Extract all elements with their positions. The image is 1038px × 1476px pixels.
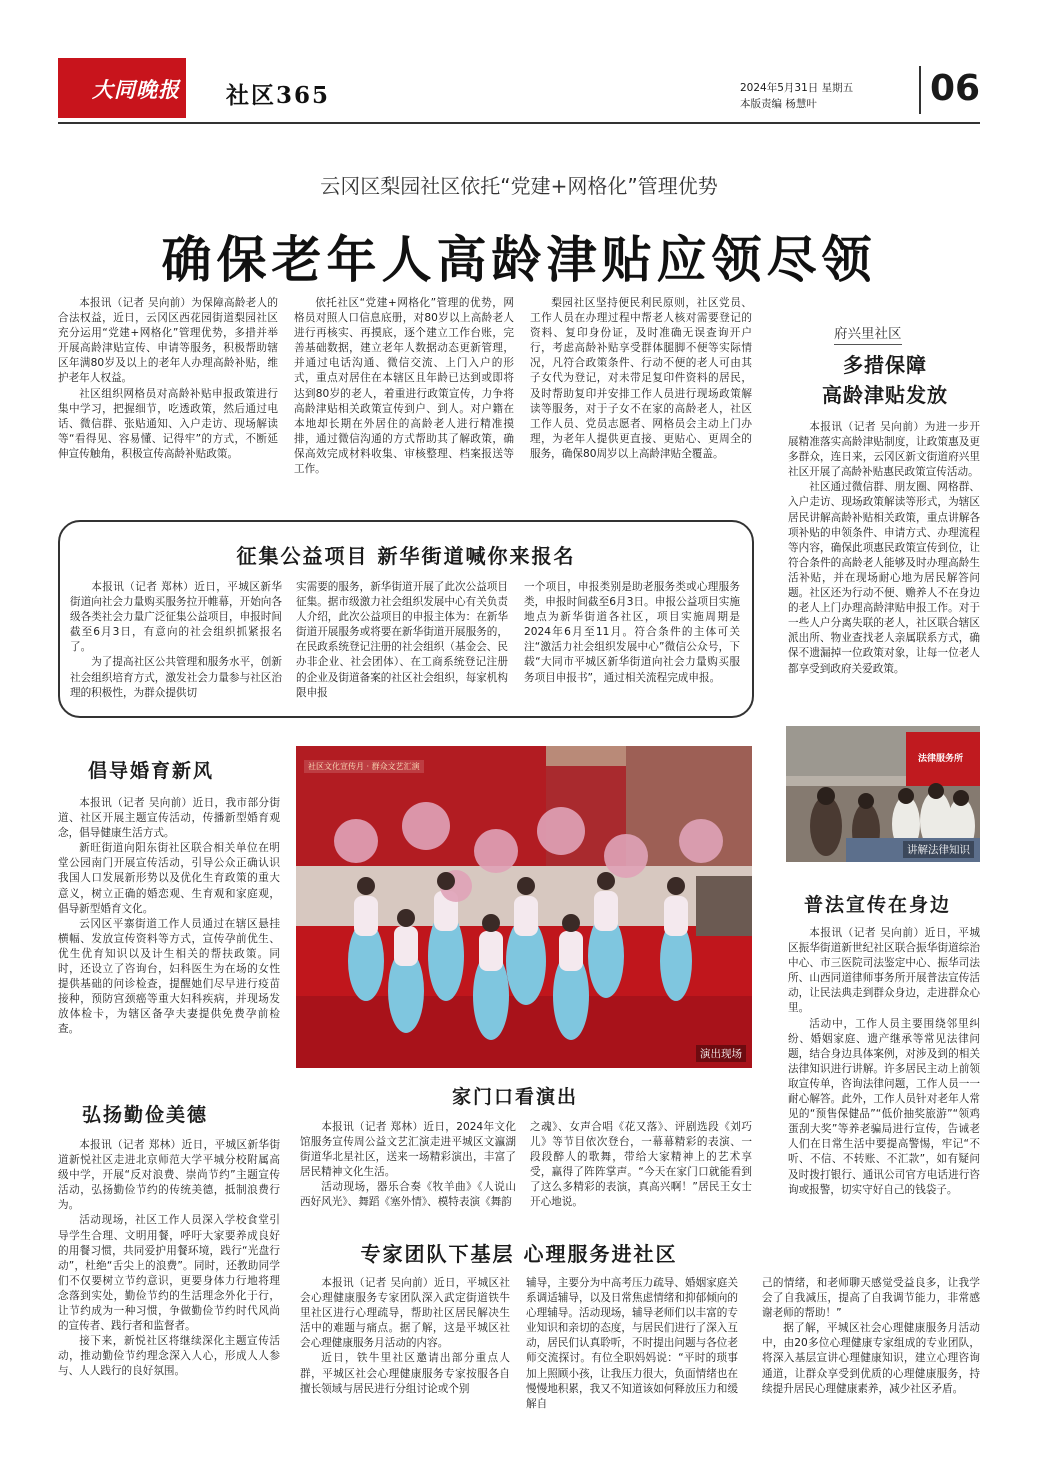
- expert-column-1: [300, 1276, 510, 1397]
- headline-line: 多措保障: [843, 353, 927, 377]
- paragraph: 社区通过微信群、朋友圈、网格群、入户走访、现场政策解读等形式，为辖区居民讲解高龄补贴相关政策，重点讲解各项补贴的申领条件、申请方式、办理流程等内容，确保此项惠民政策宣传到位，让符合条件的高龄老人能够及时办理高龄生活补贴，并在现场耐心地为居民解答问题。社区还为行动不便、赡养人不在身边的老人上门办理高龄津贴申报工作。对于一些人户分离失联的老人，社区联合辖区派出所、物业查找老人亲属联系方式，确保不遗漏掉一位政策对象，让每一位老人都享受到政府关爱政策。: [788, 481, 980, 675]
- page-editor: 本版责编 杨慧叶: [740, 98, 817, 110]
- law-banner-text: 法律服务所: [918, 754, 964, 764]
- paragraph: 社区组织网格员对高龄补贴申报政策进行集中学习，把握细节，吃透政策，然后通过电话、微信群、张贴通知、入户走访、现场解读等“看得见、容易懂、记得牢”的方式，不断延伸宣传触角，积极宣传高龄补贴政策。: [58, 387, 278, 460]
- paragraph: 本报讯（记者 郑林）近日，平城区新华街道新悦社区走进北京师范大学平城分校附属高级中学，开展“反对浪费、崇尚节约”主题宣传活动，弘扬勤俭节约的传统美德，抵制浪费行为。: [58, 1139, 280, 1212]
- performance-headline: 家门口看演出: [452, 1086, 579, 1108]
- lead-column-2: [294, 296, 514, 477]
- lead-headline: 确保老年人高龄津贴应领尽领: [161, 231, 877, 289]
- fuxing-headline: [790, 350, 980, 410]
- paragraph: 之魂》、女声合唱《花又落》、评剧选段《刘巧儿》等节目依次登台，一幕幕精彩的表演、一段段醉人的歌舞，带给大家精神上的艺术享受，赢得了阵阵掌声。“今天在家门口就能看到了这么多精彩的表演，真高兴啊！”居民王女士开心地说。: [530, 1121, 752, 1209]
- performance-column-2: [530, 1120, 752, 1211]
- marriage-headline: 倡导婚育新风: [88, 760, 215, 782]
- notice-headline: 征集公益项目 新华街道喊你来报名: [236, 544, 576, 568]
- paragraph: 一个项目，申报类别是助老服务类或心理服务类，申报时间截至6月3日。申报公益项目实施地点为新华街道各社区，项目实施周期是2024年6月至11月。符合条件的主体可关注“激活力社会组织发展中心”微信公众号，下载“大同市平城区新华街道向社会力量购买服务项目申报书”，通过相关流程完成申报。: [524, 581, 740, 684]
- paragraph: 接下来，新悦社区将继续深化主题宣传活动，推动勤俭节约理念深入人心，形成人人参与、人人践行的良好氛围。: [58, 1335, 280, 1378]
- paragraph: 本报讯（记者 吴向前）近日，平城区社会心理健康服务专家团队深入武定街道铁牛里社区进行心理疏导，帮助社区居民解决生活中的难题与痛点。据了解，这是平城区社会心理健康服务月活动的内容。: [300, 1277, 510, 1350]
- newspaper-logo-text: 大同晚报: [92, 77, 180, 102]
- community-tag: 府兴里社区: [834, 322, 902, 345]
- law-body: [788, 926, 980, 1198]
- paragraph: 为了提高社区公共管理和服务水平，创新社会组织培育方式，激发社会力量参与社区治理的积极性，为群众提供切: [70, 656, 282, 699]
- paragraph: 近日，铁牛里社区邀请出部分重点人群，平城区社会心理健康服务专家按服各自擅长领域与居民进行分组讨论或个别: [300, 1352, 510, 1395]
- lead-column-1: [58, 296, 278, 462]
- fuxing-body: [788, 420, 980, 677]
- stage-banner-text: 社区文化宣传月 · 群众文艺汇演: [304, 760, 424, 773]
- paragraph: 依托社区“党建+网格化”管理的优势，网格员对照人口信息底册，对80岁以上高龄老人进行再核实、再摸底，逐个建立工作台账，完善基础数据，建立老年人数据动态更新管理，并通过电话沟通、微信交流、上门入户的形式，重点对居住在本辖区且年龄已达到或即将达到80岁的老人，着重进行政策宣传，力争将高龄津贴相关政策宣传到户、到人。对户籍在本地却长期在外居住的高龄老人进行精准摸排，通过微信沟通的方式帮助其了解政策，确保高效完成材料收集、审核整理、档案报送等工作。: [294, 297, 514, 476]
- headline-line: 高龄津贴发放: [822, 383, 948, 407]
- section-name: 社区365: [226, 82, 331, 109]
- performance-photo-art: [296, 746, 752, 1068]
- paragraph: 本报讯（记者 吴向前）近日，我市部分街道、社区开展主题宣传活动，传播新型婚育观念，倡导健康生活方式。: [58, 797, 280, 840]
- paragraph: 活动现场，器乐合奏《牧羊曲》《人说山西好风光》、舞蹈《塞外情》、模特表演《舞韵: [300, 1181, 516, 1209]
- paragraph: 本报讯（记者 郑林）近日，平城区新华街道向社会力量购买服务拉开帷幕，开始向各级各类社会力量广泛征集公益项目，申报时间截至6月3日，有意向的社会组织抓紧报名了。: [70, 581, 282, 654]
- paragraph: 新旺街道向阳东街社区联合相关单位在明堂公园南门开展宣传活动，引导公众正确认识我国人口发展新形势以及优化生育政策的重大意义，树立正确的婚恋观、生育观和家庭观，倡导新型婚育文化。: [58, 842, 280, 915]
- expert-column-2: [526, 1276, 738, 1412]
- paragraph: 云冈区平寨街道工作人员通过在辖区悬挂横幅、发放宣传资料等方式，宣传孕前优生、优生优育知识以及计生相关的帮扶政策。同时，还设立了咨询台，妇科医生为在场的女性提供基础的问诊检查，提醒她们尽早进行疫苗接种，预防宫颈癌等重大妇科疾病，并现场发放体检卡，为辖区备孕夫妻提供免费孕前检查。: [58, 917, 280, 1036]
- expert-column-3: [762, 1276, 980, 1397]
- publication-date: 2024年5月31日 星期五: [740, 82, 854, 94]
- paragraph: 本报讯（记者 吴向前）为进一步开展精准落实高龄津贴制度，让政策惠及更多群众，连日来，云冈区新文街道府兴里社区开展了高龄补贴惠民政策宣传活动。: [788, 421, 980, 479]
- thrift-headline: 弘扬勤俭美德: [82, 1104, 209, 1126]
- paragraph: 梨园社区坚持便民利民原则，社区党员、工作人员在办理过程中帮老人核对需要登记的资料、复印身份证，及时准确无误查询开户行，考虑高龄补贴享受群体腿脚不便等实际情况，凡符合政策条件、行动不便的老人可由其子女代为登记，对未带足复印件资料的居民，及时帮助复印并安排工作人员进行现场政策解读等服务，对于子女不在家的高龄老人，社区工作人员、党员志愿者、网格员会主动上门办理，为老年人提供更直接、更贴心、更周全的服务，确保80周岁以上高龄津贴全覆盖。: [530, 297, 752, 460]
- performance-photo: [296, 746, 752, 1068]
- paragraph: 活动现场，社区工作人员深入学校食堂引导学生合理、文明用餐，呼吁大家要养成良好的用餐习惯，共同爱护用餐环境，践行“光盘行动”，杜绝“舌尖上的浪费”。同时，还教助同学们不仅要树立节约意识，更要身体力行地将理念落到实处，勤俭节约的生活理念外化于行，让节约成为一种习惯，争做勤俭节约时代风尚的宣传者、践行者和监督者。: [58, 1214, 280, 1333]
- expert-headline: 专家团队下基层 心理服务进社区: [360, 1242, 678, 1266]
- paragraph: 据了解，平城区社会心理健康服务月活动中，由20多位心理健康专家组成的专业团队，将深入基层宣讲心理健康知识，建立心理咨询通道，让群众享受到优质的心理健康服务，持续提升居民心理健康素养，减少社区矛盾。: [762, 1322, 980, 1395]
- paragraph: 本报讯（记者 郑林）近日，2024年文化馆服务宣传周公益文艺汇演走进平城区文瀛湖街道华北星社区，送来一场精彩演出，丰富了居民精神文化生活。: [300, 1121, 516, 1179]
- law-headline: 普法宣传在身边: [804, 894, 952, 916]
- marriage-body: [58, 796, 280, 1038]
- masthead-divider: [919, 66, 921, 114]
- law-photo: [786, 726, 980, 862]
- lead-subtitle: 云冈区梨园社区依托“党建+网格化”管理优势: [320, 174, 718, 198]
- paragraph: 己的情绪，和老师聊天感觉受益良多，让我学会了自我减压，提高了自我调节能力，非常感谢老师的帮助！”: [762, 1277, 980, 1320]
- lead-column-3: [530, 296, 752, 462]
- photo-caption: 讲解法律知识: [903, 841, 974, 858]
- notice-column-2: [296, 580, 508, 701]
- paragraph: 辅导，主要分为中高考压力疏导、婚姻家庭关系调适辅导，以及日常焦虑情绪和抑郁倾向的心理辅导。活动现场，辅导老师们以丰富的专业知识和亲切的态度，与居民们进行了深入互动，居民们认真聆听，不时提出问题与各位老师交流探讨。有位全职妈妈说：“平时的琐事加上照顾小孩，让我压力很大，负面情绪也在慢慢地积累，我又不知道该如何释放压力和缓解自: [526, 1277, 738, 1410]
- notice-column-1: [70, 580, 282, 701]
- page-number: 06: [930, 68, 981, 109]
- photo-caption: 演出现场: [696, 1045, 746, 1062]
- masthead-rule: [58, 122, 980, 124]
- notice-column-3: [524, 580, 740, 686]
- performance-column-1: [300, 1120, 516, 1211]
- paragraph: 本报讯（记者 吴向前）为保障高龄老人的合法权益，近日，云冈区西花园街道梨园社区充分运用“党建+网格化”管理优势，多措并举开展高龄津贴宣传、申请等服务，积极帮助辖区年满80岁及以上的老年人办理高龄补贴，维护老年人权益。: [58, 297, 278, 385]
- paragraph: 本报讯（记者 吴向前）近日，平城区振华街道新世纪社区联合振华街道综治中心、市三医院司法鉴定中心、振华司法所、山西同道律师事务所开展普法宣传活动，让民法典走到群众身边，走进群众心里。: [788, 927, 980, 1015]
- paragraph: 实需要的服务，新华街道开展了此次公益项目征集。据市级激力社会组织发展中心有关负责人介绍，此次公益项目的申报主体为：在新华街道开展服务或将要在新华街道开展服务的，在民政系统登记注册的社会组织（基金会、民办非企业、社会团体）、在工商系统登记注册的企业及街道备案的社区社会组织，每家机构限申报: [296, 581, 508, 699]
- paragraph: 活动中，工作人员主要围绕邻里纠纷、婚姻家庭、遗产继承等常见法律问题，结合身边具体案例，对涉及到的相关法律知识进行讲解。许多居民主动上前领取宣传单，咨询法律问题，工作人员一一耐心解答。此外，工作人员针对老年人常见的“预售保健品”“低价抽奖旅游”“领鸡蛋刮大奖”等养老骗局进行宣传，告诫老人们在日常生活中要提高警惕，牢记“不听、不信、不转账、不汇款”，如有疑问及时拨打银行、通讯公司官方电话进行咨询或报警，切实守好自己的钱袋子。: [788, 1017, 980, 1196]
